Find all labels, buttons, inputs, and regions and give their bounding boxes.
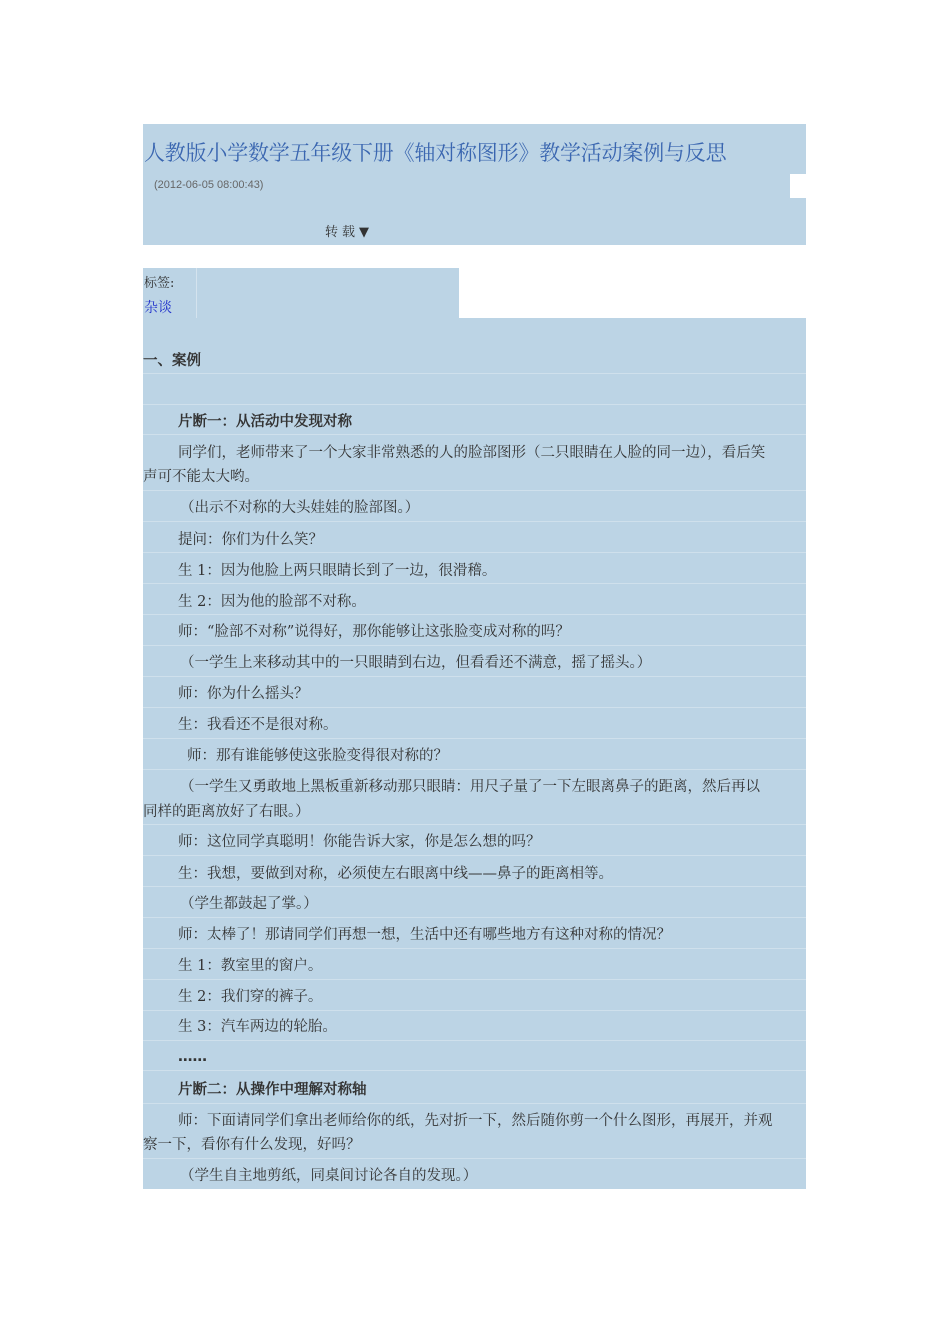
article-date: (2012-06-05 08:00:43) xyxy=(154,179,264,191)
paragraph: 生 1：因为他脸上两只眼睛长到了一边，很滑稽。 xyxy=(178,563,497,579)
paragraph: （学生自主地剪纸，同桌间讨论各自的发现。） xyxy=(180,1168,478,1184)
date-bar-edge xyxy=(791,174,806,198)
paragraph: 师：“脸部不对称”说得好，那你能够让这张脸变成对称的吗？ xyxy=(178,624,570,640)
tags-divider xyxy=(196,268,197,318)
paragraph: （一学生又勇敢地上黑板重新移动那只眼睛：用尺子量了一下左眼离鼻子的距离，然后再以 xyxy=(180,779,760,795)
tags-label: 标签: xyxy=(144,276,175,291)
paragraph: 师：那有谁能够使这张脸变得很对称的？ xyxy=(187,748,448,764)
paragraph: 师：这位同学真聪明！你能告诉大家，你是怎么想的吗？ xyxy=(178,834,541,850)
section-heading: 一、案例 xyxy=(143,353,201,369)
paragraph: 生 2：因为他的脸部不对称。 xyxy=(178,594,366,610)
paragraph: 生 1：教室里的窗户。 xyxy=(178,958,323,974)
article-title: 人教版小学数学五年级下册《轴对称图形》教学活动案例与反思 xyxy=(144,141,727,165)
paragraph: 生 2：我们穿的裤子。 xyxy=(178,989,323,1005)
paragraph: 同样的距离放好了右眼。） xyxy=(143,804,310,820)
paragraph: 生 3：汽车两边的轮胎。 xyxy=(178,1019,337,1035)
tag-link[interactable]: 杂谈 xyxy=(144,300,172,316)
article-body xyxy=(143,318,806,1189)
part2-heading: 片断二：从操作中理解对称轴 xyxy=(178,1082,367,1098)
share-bar xyxy=(143,198,806,245)
paragraph: 提问：你们为什么笑？ xyxy=(178,532,323,548)
title-bar xyxy=(143,124,806,174)
repost-button[interactable]: 转载▼ xyxy=(325,225,373,240)
paragraph: （一学生上来移动其中的一只眼睛到右边，但看看还不满意，摇了摇头。） xyxy=(180,655,652,671)
tags-box xyxy=(143,268,459,318)
paragraph: 生：我看还不是很对称。 xyxy=(178,717,338,733)
paragraph: 声可不能太大哟。 xyxy=(143,469,259,485)
paragraph: 师：下面请同学们拿出老师给你的纸，先对折一下，然后随你剪一个什么图形，再展开，并观 xyxy=(178,1113,773,1129)
ellipsis: …… xyxy=(178,1049,207,1065)
paragraph: 同学们，老师带来了一个大家非常熟悉的人的脸部图形（二只眼睛在人脸的同一边），看后笑 xyxy=(178,445,766,461)
paragraph: （学生都鼓起了掌。） xyxy=(180,896,318,912)
paragraph: 察一下，看你有什么发现，好吗？ xyxy=(143,1137,361,1153)
paragraph: 师：你为什么摇头？ xyxy=(178,686,309,702)
paragraph: 师：太棒了！那请同学们再想一想，生活中还有哪些地方有这种对称的情况？ xyxy=(178,927,671,943)
paragraph: 生：我想，要做到对称，必须使左右眼离中线——鼻子的距离相等。 xyxy=(178,866,613,882)
part1-heading: 片断一：从活动中发现对称 xyxy=(178,414,352,430)
paragraph: （出示不对称的大头娃娃的脸部图。） xyxy=(180,500,420,516)
date-bar xyxy=(143,174,806,198)
